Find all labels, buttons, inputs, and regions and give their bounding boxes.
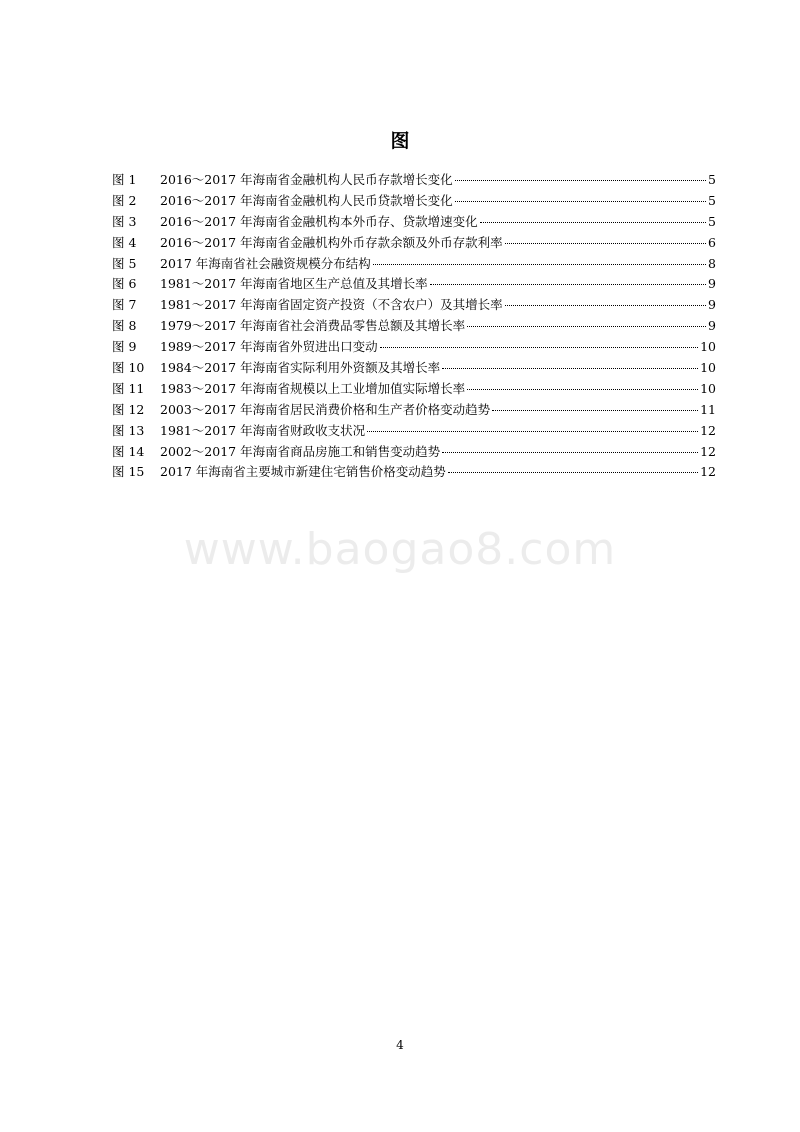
dot-leader [380,347,698,348]
figure-title: 2003～2017 年海南省居民消费价格和生产者价格变动趋势 [160,401,491,417]
figure-entry[interactable] [112,316,716,337]
figure-page-number: 10 [700,380,716,396]
figure-title: 1989～2017 年海南省外贸进出口变动 [160,339,378,355]
figure-number: 图 10 [112,360,145,376]
figure-title: 2016～2017 年海南省金融机构人民币存款增长变化 [160,172,453,187]
figure-page-number: 9 [708,318,716,334]
figure-title: 1984～2017 年海南省实际利用外资额及其增长率 [160,360,441,376]
figure-number: 图 8 [112,318,137,334]
dot-leader [442,368,698,369]
figure-number: 图 14 [112,443,145,459]
dot-leader [430,284,706,285]
figure-title: 1979～2017 年海南省社会消费品零售总额及其增长率 [160,318,466,334]
figure-entry[interactable] [112,212,716,233]
figure-page-number: 11 [700,401,716,417]
figure-title: 1981～2017 年海南省固定资产投资（不含农户）及其增长率 [160,297,503,313]
dot-leader [455,180,706,181]
figure-entry[interactable] [112,254,716,275]
figure-page-number: 8 [708,255,716,271]
figure-number: 图 6 [112,276,137,292]
dot-leader [455,201,706,202]
figure-page-number: 5 [708,213,716,229]
figure-number: 图 15 [112,464,145,480]
figure-title: 1981～2017 年海南省财政收支状况 [160,422,366,438]
dot-leader [467,389,698,390]
figure-entry[interactable] [112,358,716,379]
dot-leader [373,264,706,265]
figure-page-number: 12 [700,443,716,459]
watermark: www.baogao8.com [183,524,617,575]
dot-leader [505,305,706,306]
dot-leader [505,243,706,244]
figure-entry[interactable] [112,191,716,212]
figure-page-number: 5 [708,192,716,208]
figure-entry[interactable] [112,421,716,442]
dot-leader [492,410,698,411]
figure-number: 图 1 [112,172,137,187]
figure-number: 图 13 [112,422,145,438]
figure-page-number: 6 [708,234,716,250]
figure-page-number: 12 [700,464,716,480]
dot-leader [367,431,698,432]
figure-number: 图 7 [112,297,137,313]
figure-number: 图 3 [112,213,137,229]
figure-entry[interactable] [112,462,716,483]
figure-title: 2016～2017 年海南省金融机构人民币贷款增长变化 [160,192,453,208]
figure-number: 图 12 [112,401,145,417]
figure-entry[interactable] [112,337,716,358]
figure-entry[interactable] [112,233,716,254]
dot-leader [442,452,698,453]
figure-title: 2016～2017 年海南省金融机构本外币存、贷款增速变化 [160,213,478,229]
figure-entry[interactable] [112,442,716,463]
figure-number: 图 4 [112,234,137,250]
figure-title: 2002～2017 年海南省商品房施工和销售变动趋势 [160,443,441,459]
figure-title: 2017 年海南省社会融资规模分布结构 [160,255,371,271]
dot-leader [448,472,698,473]
figure-entry[interactable] [112,400,716,421]
figure-entry[interactable] [112,274,716,295]
figure-entry[interactable] [112,170,716,191]
figure-title: 2017 年海南省主要城市新建住宅销售价格变动趋势 [160,464,446,480]
figure-number: 图 11 [112,380,145,396]
figure-page-number: 5 [708,172,716,187]
figure-page-number: 9 [708,297,716,313]
figure-list [112,170,716,483]
figure-title: 1983～2017 年海南省规模以上工业增加值实际增长率 [160,380,466,396]
figure-entry[interactable] [112,295,716,316]
figure-page-number: 12 [700,422,716,438]
figure-number: 图 5 [112,255,137,271]
figure-entry[interactable] [112,379,716,400]
figure-number: 图 9 [112,339,137,355]
dot-leader [480,222,706,223]
page-number: 4 [396,1038,404,1052]
figure-title: 2016～2017 年海南省金融机构外币存款余额及外币存款利率 [160,234,503,250]
figure-number: 图 2 [112,192,137,208]
dot-leader [467,326,706,327]
figure-page-number: 9 [708,276,716,292]
figure-page-number: 10 [700,339,716,355]
figure-title: 1981～2017 年海南省地区生产总值及其增长率 [160,276,428,292]
page-title: 图 [390,130,410,152]
figure-page-number: 10 [700,360,716,376]
